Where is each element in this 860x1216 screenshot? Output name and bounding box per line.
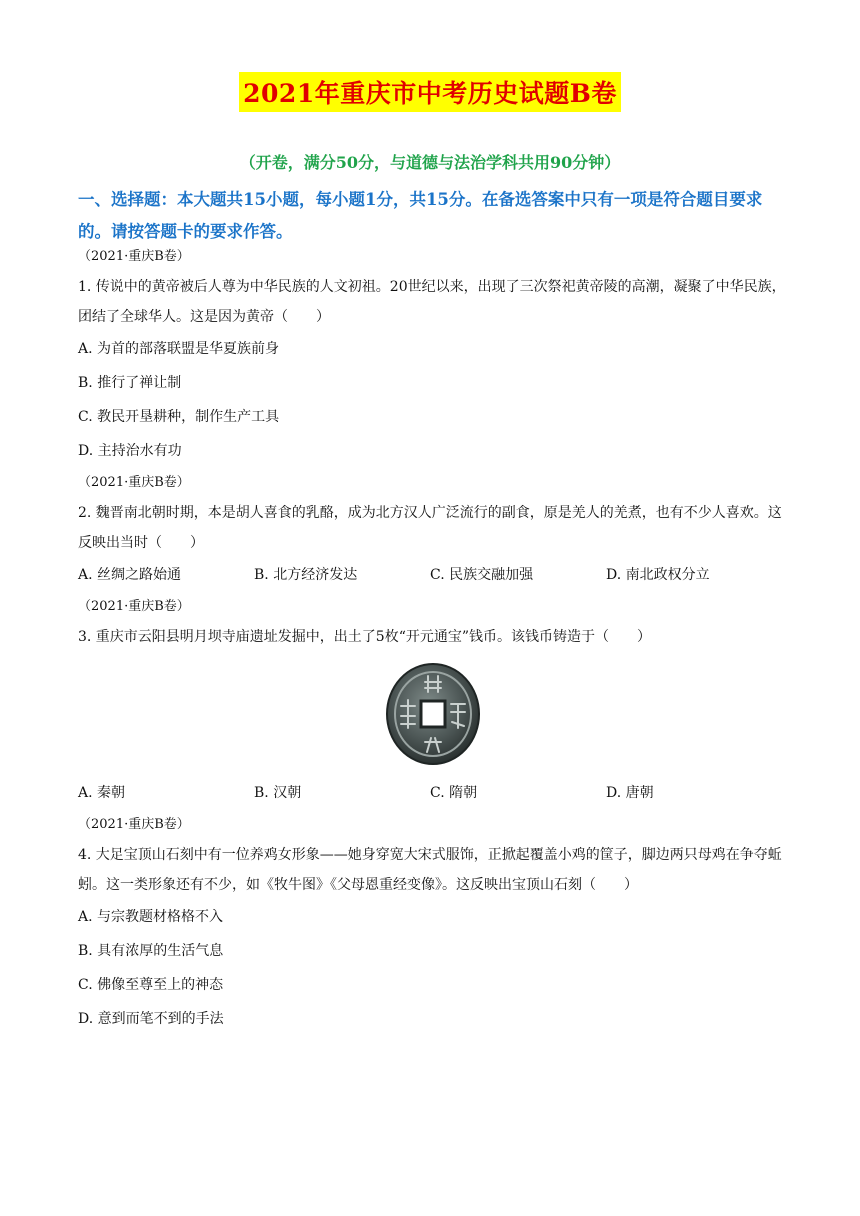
exam-subtitle: （开卷，满分50分，与道德与法治学科共用90分钟） (239, 153, 621, 172)
coin-figure (78, 662, 788, 766)
question-stem: 2. 魏晋南北朝时期，本是胡人喜食的乳酪，成为北方汉人广泛流行的副食，原是羌人的羌煮，也有不少人喜欢。这反映出当时（ ） (78, 505, 782, 551)
option-d: D. 意到而笔不到的手法 (78, 1011, 224, 1027)
question-source: （2021·重庆B卷） (78, 817, 190, 832)
title-container (0, 72, 860, 112)
kaiyuan-coin-image (385, 662, 481, 766)
section-instructions: 一、选择题：本大题共15小题，每小题1分，共15分。在备选答案中只有一项是符合题目要求的。请按答题卡的要求作答。 (78, 190, 763, 241)
question-source: （2021·重庆B卷） (78, 475, 190, 490)
question-list (78, 242, 788, 1036)
question-source: （2021·重庆B卷） (78, 249, 190, 264)
option-b: B. 推行了禅让制 (78, 375, 182, 391)
option-c: C. 教民开垦耕种，制作生产工具 (78, 409, 280, 425)
option-b: B. 具有浓厚的生活气息 (78, 943, 224, 959)
options-row (78, 776, 788, 810)
option-b: B. 汉朝 (254, 785, 302, 801)
option-d: D. 唐朝 (606, 785, 654, 801)
question-source: （2021·重庆B卷） (78, 599, 190, 614)
options-row (78, 558, 788, 592)
option-c: C. 佛像至尊至上的神态 (78, 977, 224, 993)
option-c: C. 民族交融加强 (430, 567, 534, 583)
option-a: A. 丝绸之路始通 (78, 567, 182, 583)
option-b: B. 北方经济发达 (254, 567, 358, 583)
option-d: D. 主持治水有功 (78, 443, 182, 459)
question-stem: 1. 传说中的黄帝被后人尊为中华民族的人文初祖。20世纪以来，出现了三次祭祀黄帝陵的高潮，凝聚了中华民族，团结了全球华人。这是因为黄帝（ ） (78, 279, 786, 325)
option-d: D. 南北政权分立 (606, 567, 710, 583)
option-c: C. 隋朝 (430, 785, 478, 801)
option-a: A. 与宗教题材格格不入 (78, 909, 224, 925)
question-stem: 4. 大足宝顶山石刻中有一位养鸡女形象——她身穿宽大宋式服饰，正掀起覆盖小鸡的筐子，脚边两只母鸡在争夺蚯蚓。这一类形象还有不少，如《牧牛图》《父母恩重经变像》。这反映出宝顶山石刻（ ） (78, 847, 782, 893)
option-a: A. 为首的部落联盟是华夏族前身 (78, 341, 280, 357)
option-a: A. 秦朝 (78, 785, 126, 801)
question-stem: 3. 重庆市云阳县明月坝寺庙遗址发掘中，出土了5枚“开元通宝”钱币。该钱币铸造于（ ） (78, 629, 652, 645)
page-title: 2021年重庆市中考历史试题B卷 (239, 72, 621, 112)
